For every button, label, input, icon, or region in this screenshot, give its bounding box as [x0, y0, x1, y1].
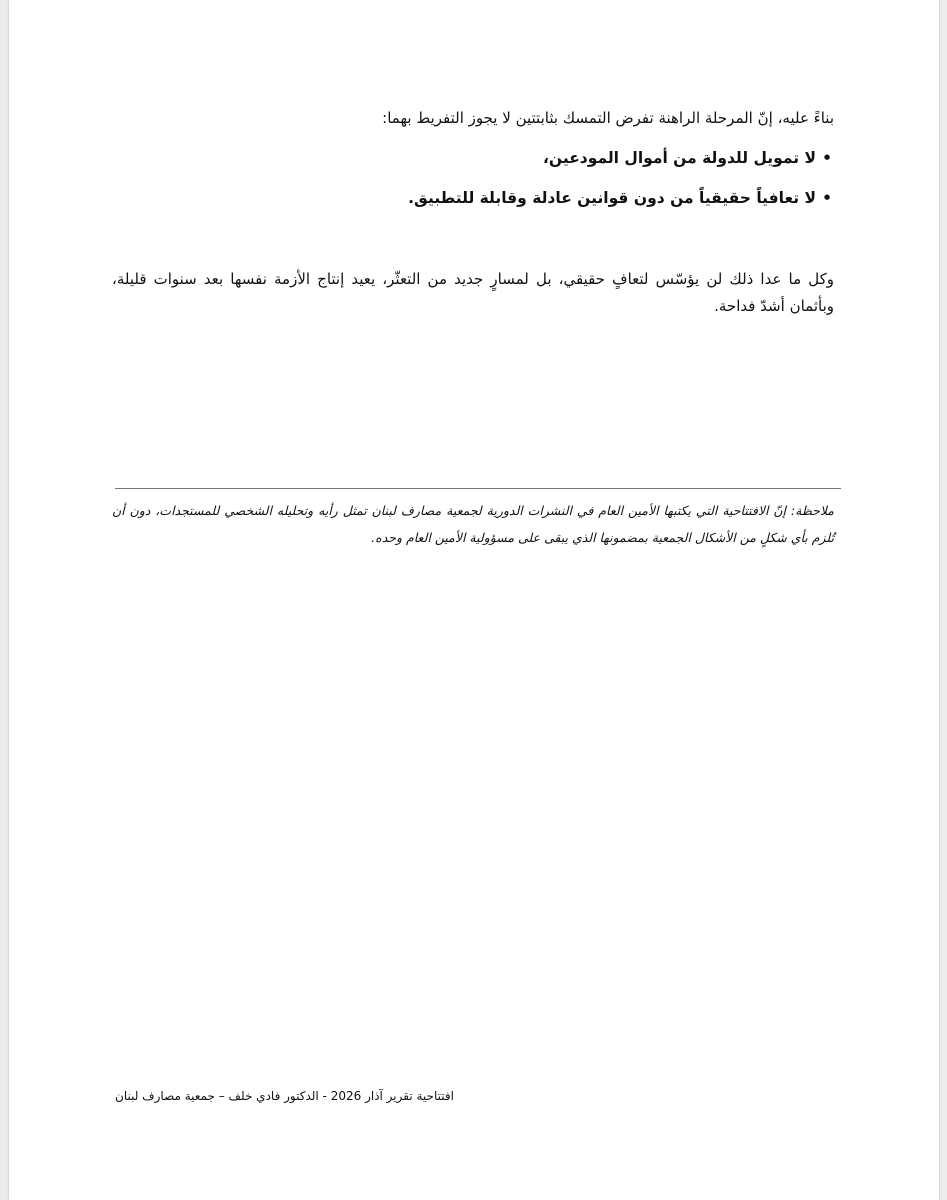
bullet-text-2: لا تعافياً حقيقياً من دون قوانين عادلة وقابلة للتطبيق.	[408, 189, 816, 207]
bullet-icon: •	[822, 189, 832, 207]
body-paragraph: وكل ما عدا ذلك لن يؤسّس لتعافٍ حقيقي، بل لمسارٍ جديد من التعثّر، يعيد إنتاج الأزمة نفسها بعد سنوات قليلة، وبأثمان أشدّ فداحة.	[112, 270, 834, 315]
document-page	[9, 0, 939, 1200]
intro-text: بناءً عليه، إنّ المرحلة الراهنة تفرض التمسك بثابتتين لا يجوز التفريط بهما:	[382, 109, 834, 127]
list-item	[104, 146, 834, 170]
page-footer: افتتاحية تقرير آذار 2026 - الدكتور فادي خلف – جمعية مصارف لبنان	[115, 1089, 454, 1103]
bullet-icon: •	[822, 149, 832, 167]
footnote-divider	[115, 488, 841, 489]
bullet-text-1: لا تمويل للدولة من أموال المودعين،	[543, 149, 816, 167]
list-item	[104, 186, 834, 210]
bullet-list	[104, 146, 834, 226]
disclaimer-note: ملاحظة: إنّ الافتتاحية التي يكتبها الأمين العام في النشرات الدورية لجمعية مصارف لبنان تمثل رأيه وتحليله الشخصي للمستجدات، دون أن تُلزم بأي شكلٍ من الأشكال الجمعية بمضمونها الذي يبقى على مسؤولية الأمين العام وحده.	[112, 503, 834, 545]
